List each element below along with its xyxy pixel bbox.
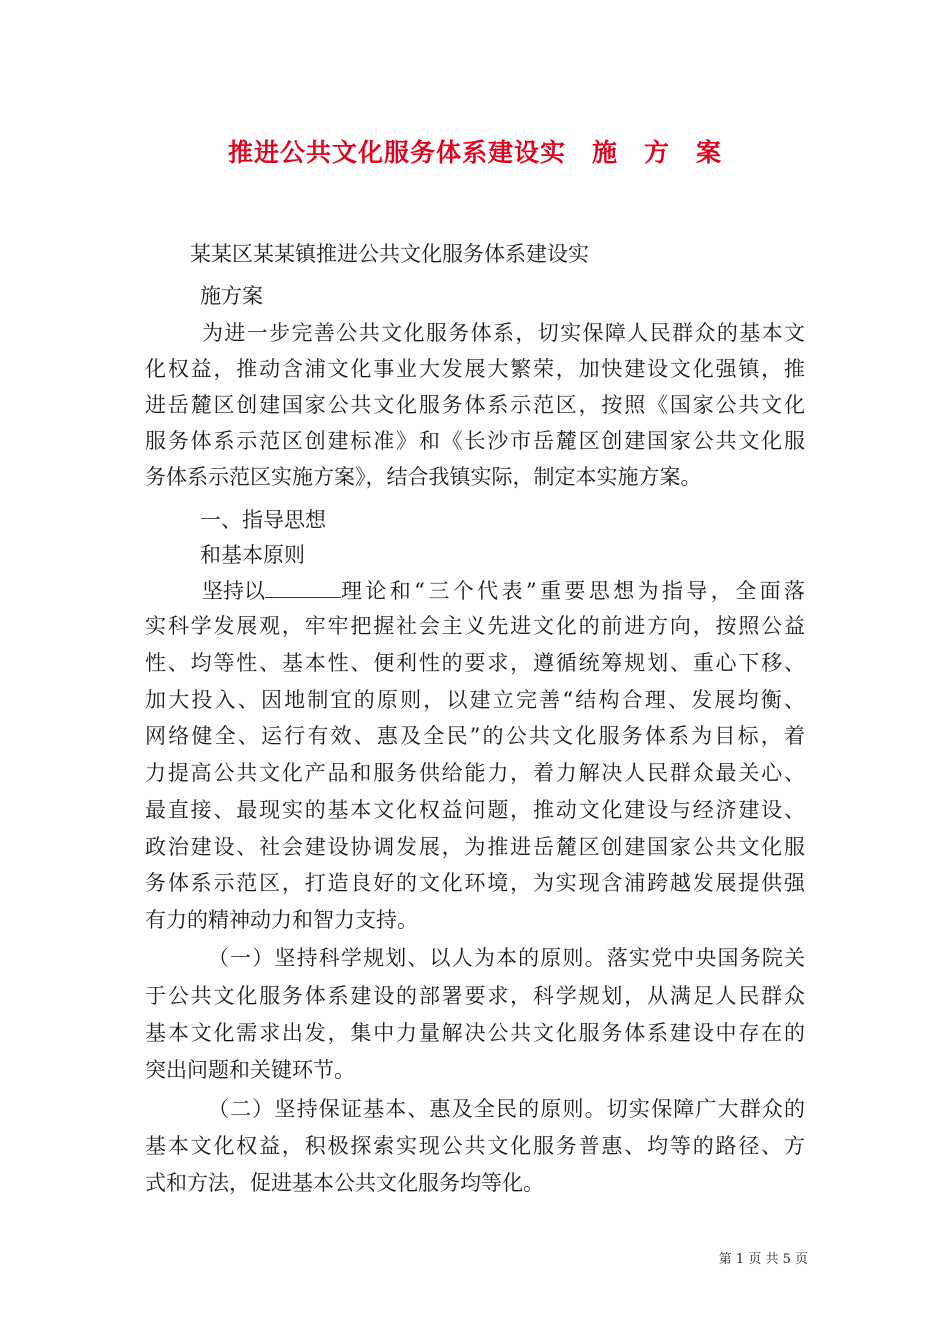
guiding-line-8: 政治建设、社会建设协调发展，为推进岳麓区创建国家公共文化服 <box>145 835 805 859</box>
principle1-line-4: 突出问题和关键环节。 <box>145 1058 355 1082</box>
principle2-line-2: 基本文化权益，积极探索实现公共文化服务普惠、均等的路径、方 <box>145 1134 805 1158</box>
document-title: 推进公共文化服务体系建设实 施 方 案 <box>227 138 722 167</box>
guiding-line-1-before: 坚持以 <box>202 579 265 603</box>
principle2-line-1: （二）坚持保证基本、惠及全民的原则。切实保障广大群众的 <box>208 1097 805 1121</box>
intro-line-4: 服务体系示范区创建标准》和《长沙市岳麓区创建国家公共文化服 <box>145 429 805 453</box>
guiding-line-5: 网络健全、运行有效、惠及全民”的公共文化服务体系为目标，着 <box>145 724 805 748</box>
guiding-line-9: 务体系示范区，打造良好的文化环境，为实现含浦跨越发展提供强 <box>145 871 805 895</box>
principle1-line-2: 于公共文化服务体系建设的部署要求，科学规划，从满足人民群众 <box>145 984 805 1008</box>
guiding-line-2: 实科学发展观，牢牢把握社会主义先进文化的前进方向，按照公益 <box>145 614 805 638</box>
principle1-line-1: （一）坚持科学规划、以人为本的原则。落实党中央国务院关 <box>208 946 805 970</box>
guiding-line-4: 加大投入、因地制宜的原则，以建立完善“结构合理、发展均衡、 <box>145 688 805 712</box>
redacted-blank <box>265 577 341 598</box>
section-heading-2: 和基本原则 <box>200 543 305 567</box>
subtitle-line-1: 某某区某某镇推进公共文化服务体系建设实 <box>190 242 589 266</box>
guiding-line-10: 有力的精神动力和智力支持。 <box>145 908 418 932</box>
intro-line-5: 务体系示范区实施方案》，结合我镇实际，制定本实施方案。 <box>145 465 702 489</box>
intro-line-1: 为进一步完善公共文化服务体系，切实保障人民群众的基本文 <box>202 321 805 345</box>
principle1-line-3: 基本文化需求出发，集中力量解决公共文化服务体系建设中存在的 <box>145 1021 805 1045</box>
page-number-footer: 第 1 页 共 5 页 <box>718 1252 808 1267</box>
subtitle-line-2: 施方案 <box>200 284 263 308</box>
principle2-line-3: 式和方法，促进基本公共文化服务均等化。 <box>145 1171 544 1195</box>
guiding-line-1-after: 理论和“三个代表”重要思想为指导，全面落 <box>341 579 805 603</box>
section-heading-1: 一、指导思想 <box>200 508 326 532</box>
intro-line-3: 进岳麓区创建国家公共文化服务体系示范区，按照《国家公共文化 <box>145 393 805 417</box>
guiding-line-7: 最直接、最现实的基本文化权益问题，推动文化建设与经济建设、 <box>145 798 805 822</box>
intro-line-2: 化权益，推动含浦文化事业大发展大繁荣，加快建设文化强镇，推 <box>145 357 805 381</box>
guiding-line-3: 性、均等性、基本性、便利性的要求，遵循统筹规划、重心下移、 <box>145 651 805 675</box>
guiding-line-1 <box>202 577 805 605</box>
guiding-line-6: 力提高公共文化产品和服务供给能力，着力解决人民群众最关心、 <box>145 761 805 785</box>
